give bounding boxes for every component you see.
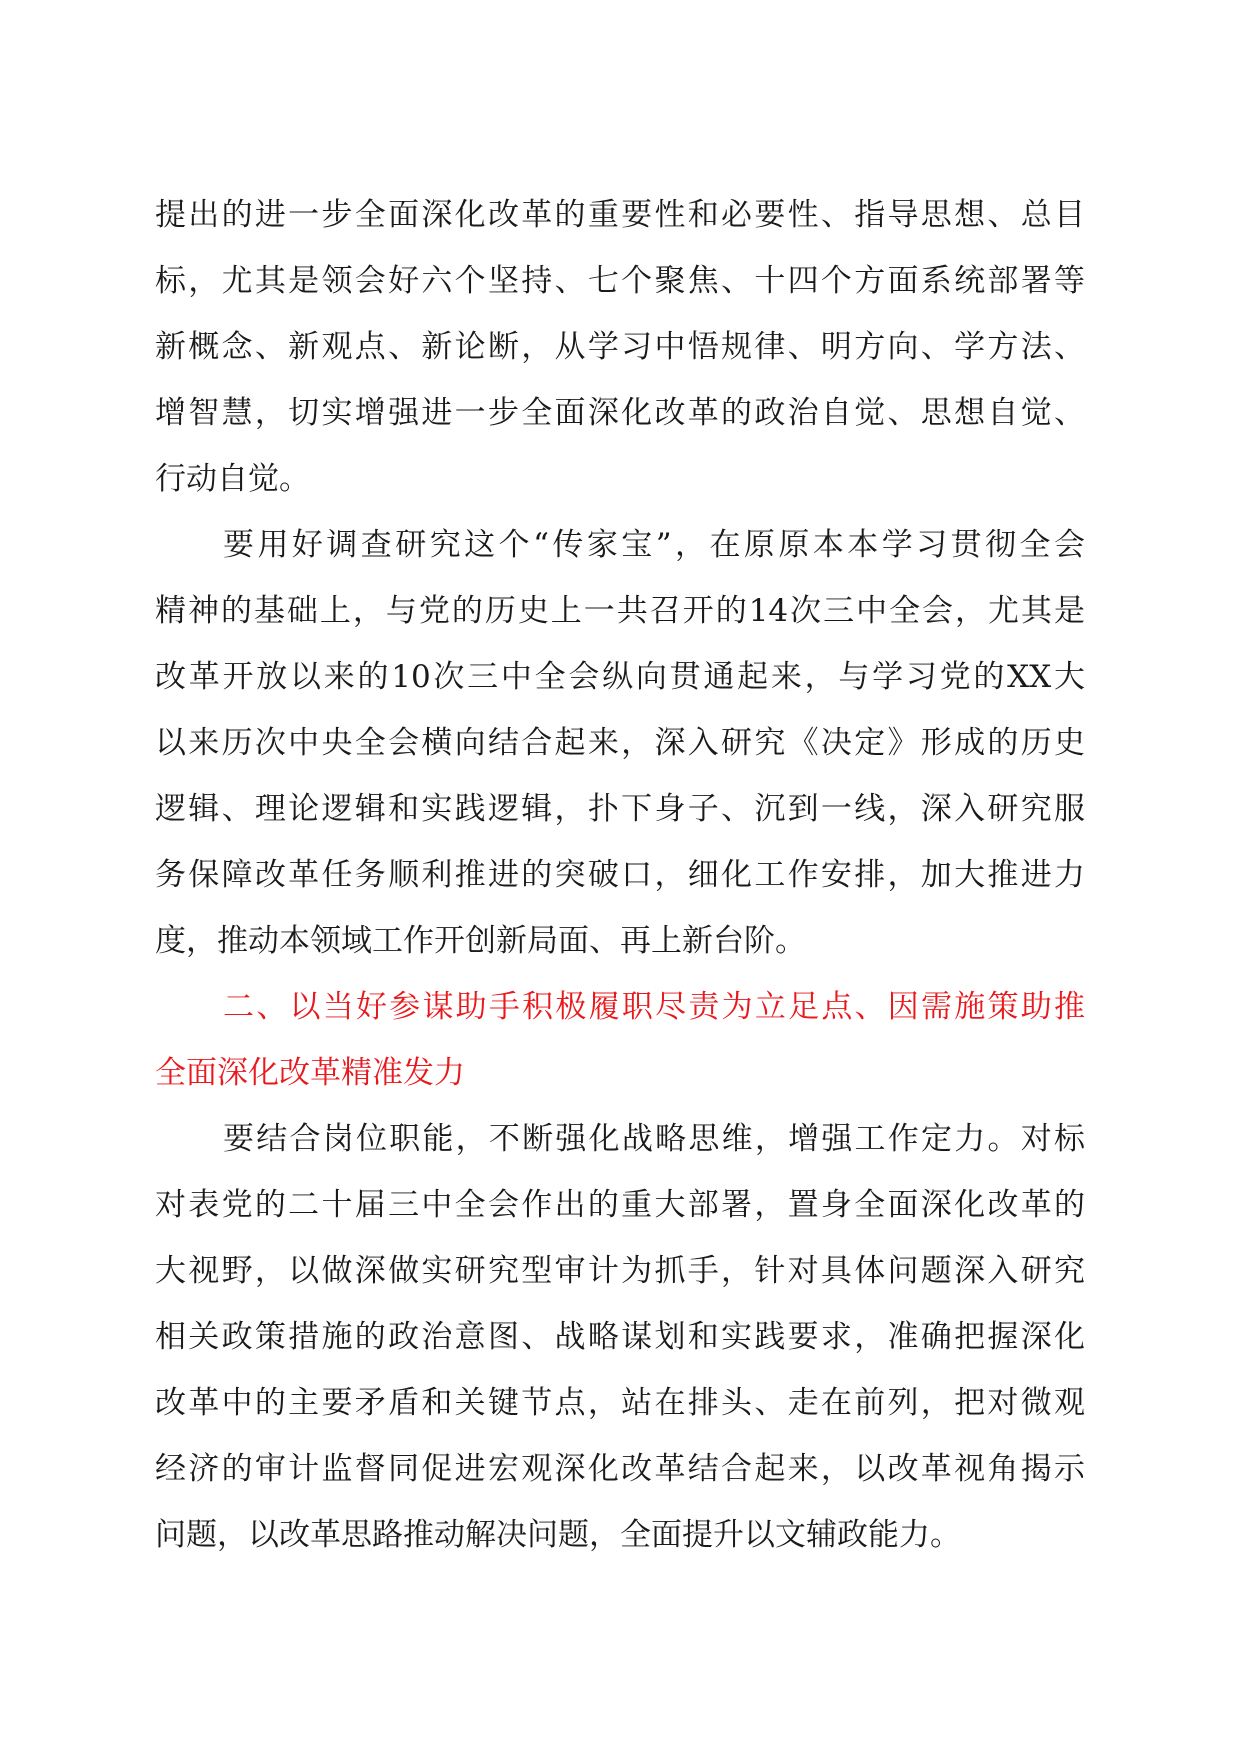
text-line: 提出的进一步全面深化改革的重要性和必要性、指导思想、总目 [155,197,1085,233]
text-line: 相关政策措施的政治意图、战略谋划和实践要求，准确把握深化 [155,1319,1085,1355]
text-line: 新概念、新观点、新论断，从学习中悟规律、明方向、学方法、 [155,329,1085,365]
text-line: 行动自觉。 [155,461,310,497]
text-line: 务保障改革任务顺利推进的突破口，细化工作安排，加大推进力 [155,857,1085,893]
text-line: 改革开放以来的10次三中全会纵向贯通起来，与学习党的XX大 [155,659,1085,695]
text-line: 逻辑、理论逻辑和实践逻辑，扑下身子、沉到一线，深入研究服 [155,791,1085,827]
text-line: 以来历次中央全会横向结合起来，深入研究《决定》形成的历史 [155,725,1085,761]
heading-line: 全面深化改革精准发力 [155,1055,465,1091]
section-heading-2 [155,974,1085,1106]
text-line: 增智慧，切实增强进一步全面深化改革的政治自觉、思想自觉、 [155,395,1085,431]
text-line: 对表党的二十届三中全会作出的重大部署，置身全面深化改革的 [155,1187,1085,1223]
text-line: 经济的审计监督同促进宏观深化改革结合起来，以改革视角揭示 [155,1451,1085,1487]
text-line: 问题，以改革思路推动解决问题，全面提升以文辅政能力。 [155,1517,961,1553]
text-line: 要用好调查研究这个“传家宝”，在原原本本学习贯彻全会 [223,527,1085,563]
text-line: 大视野，以做深做实研究型审计为抓手，针对具体问题深入研究 [155,1253,1085,1289]
document-body [155,182,1085,1568]
paragraph-3 [155,1106,1085,1568]
heading-line: 二、以当好参谋助手积极履职尽责为立足点、因需施策助推 [223,989,1085,1025]
text-line: 标，尤其是领会好六个坚持、七个聚焦、十四个方面系统部署等 [155,263,1085,299]
text-line: 要结合岗位职能，不断强化战略思维，增强工作定力。对标 [223,1121,1085,1157]
text-line: 精神的基础上，与党的历史上一共召开的14次三中全会，尤其是 [155,593,1085,629]
text-line: 度，推动本领域工作开创新局面、再上新台阶。 [155,923,806,959]
text-line: 改革中的主要矛盾和关键节点，站在排头、走在前列，把对微观 [155,1385,1085,1421]
paragraph-1 [155,182,1085,512]
paragraph-2 [155,512,1085,974]
